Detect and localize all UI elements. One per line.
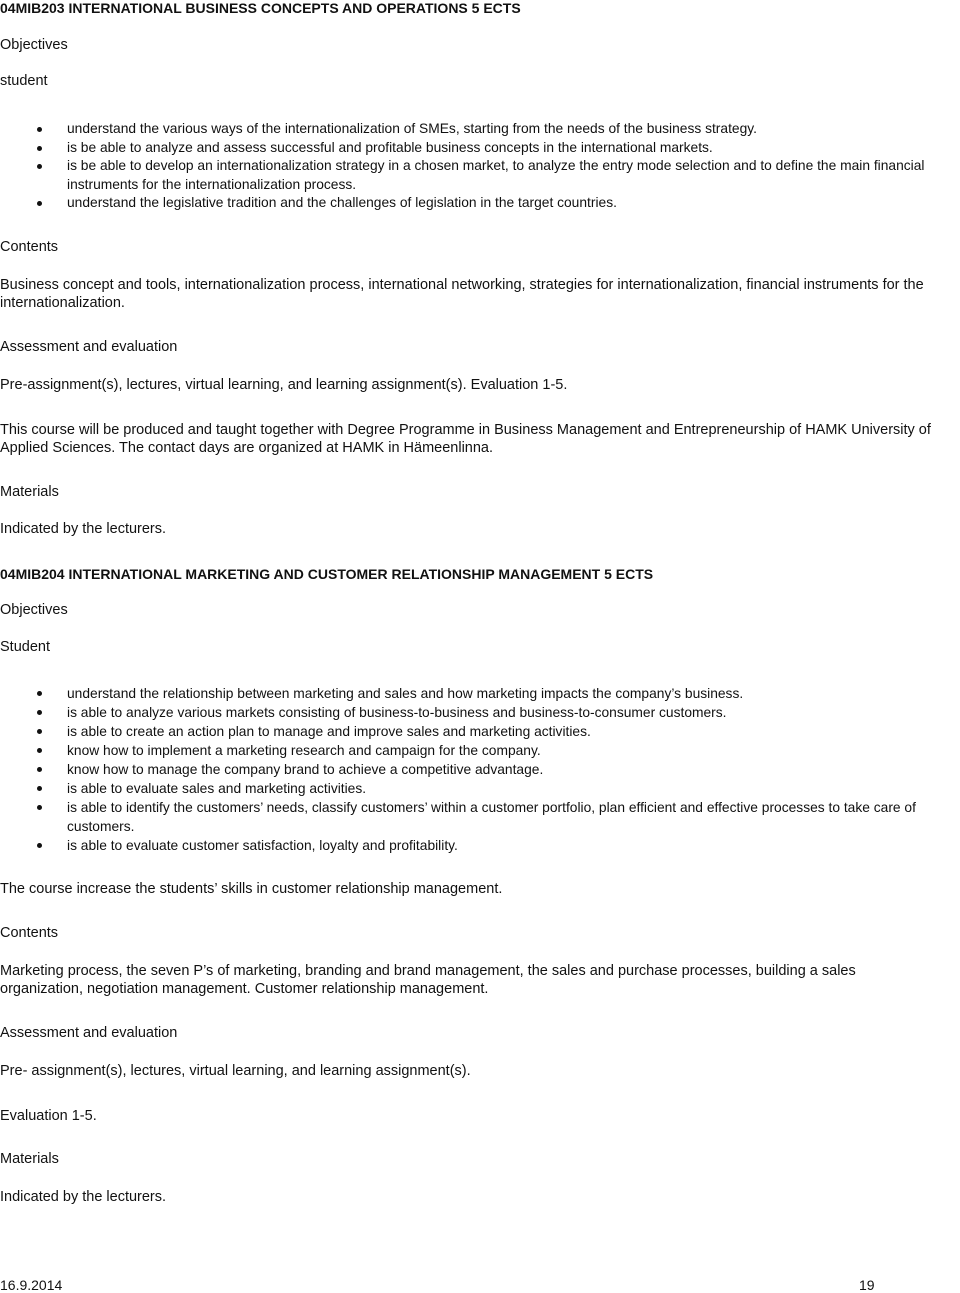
bullet-icon: [37, 164, 42, 169]
list-item: is able to create an action plan to manage and improve sales and marketing activities.: [0, 722, 957, 741]
bullet-icon: [37, 691, 42, 696]
bullet-icon: [37, 146, 42, 151]
bullet-icon: [37, 748, 42, 753]
course2-summary-text: The course increase the students’ skills in customer relationship management.: [0, 881, 503, 897]
footer-date: 16.9.2014: [0, 1277, 63, 1293]
course1-objectives-heading: Objectives: [0, 37, 68, 53]
course1-materials-text: Indicated by the lecturers.: [0, 521, 167, 537]
course2-objectives-list: [0, 684, 957, 855]
list-item: is able to evaluate customer satisfaction, loyalty and profitability.: [0, 836, 957, 855]
course1-contents-text: Business concept and tools, internationalization process, international networking, strategies for internationalization, financial instruments for the internationalization.: [0, 277, 924, 311]
course1-subject: student: [0, 73, 48, 89]
list-item: is able to analyze various markets consisting of business-to-business and business-to-consumer customers.: [0, 703, 957, 722]
list-item: is be able to develop an internationalization strategy in a chosen market, to analyze the entry mode selection and to define the main financial instruments for the internationalization process.: [0, 157, 957, 194]
course2-materials-heading: Materials: [0, 1151, 59, 1167]
list-item: understand the various ways of the internationalization of SMEs, starting from the needs of the business strategy.: [0, 120, 957, 139]
list-item: understand the legislative tradition and the challenges of legislation in the target countries.: [0, 194, 957, 213]
course2-materials-text: Indicated by the lecturers.: [0, 1189, 167, 1205]
course2-subject: Student: [0, 639, 50, 655]
list-item: know how to implement a marketing research and campaign for the company.: [0, 741, 957, 760]
list-item: know how to manage the company brand to achieve a competitive advantage.: [0, 760, 957, 779]
list-item: is be able to analyze and assess successful and profitable business concepts in the international markets.: [0, 139, 957, 158]
bullet-icon: [37, 710, 42, 715]
bullet-icon: [37, 767, 42, 772]
bullet-icon: [37, 805, 42, 810]
course2-contents-text: Marketing process, the seven P’s of marketing, branding and brand management, the sales and purchase processes, building a sales organization, negotiation management. Customer relationship management.: [0, 963, 856, 997]
course2-assessment-heading: Assessment and evaluation: [0, 1025, 178, 1041]
course1-assessment-text: Pre-assignment(s), lectures, virtual learning, and learning assignment(s). Evaluation 1-5.: [0, 377, 568, 393]
course2-contents-heading: Contents: [0, 925, 59, 941]
list-item: understand the relationship between marketing and sales and how marketing impacts the company’s business.: [0, 684, 957, 703]
page-number: 19: [859, 1277, 875, 1293]
course1-note-text: This course will be produced and taught together with Degree Programme in Business Management and Entrepreneurship of HAMK University of Applied Sciences. The contact days are organized at HAMK in Hämeenlinna.: [0, 422, 931, 456]
bullet-icon: [37, 201, 42, 206]
course2-evaluation-text: Evaluation 1-5.: [0, 1108, 97, 1124]
course1-objectives-list: [0, 120, 957, 213]
course2-title: 04MIB204 INTERNATIONAL MARKETING AND CUSTOMER RELATIONSHIP MANAGEMENT 5 ECTS: [0, 566, 654, 582]
course1-title: 04MIB203 INTERNATIONAL BUSINESS CONCEPTS AND OPERATIONS 5 ECTS: [0, 0, 521, 16]
list-item: is able to evaluate sales and marketing activities.: [0, 779, 957, 798]
list-item: is able to identify the customers’ needs, classify customers’ within a customer portfolio, plan efficient and effective processes to take care of customers.: [0, 798, 957, 836]
course1-materials-heading: Materials: [0, 484, 59, 500]
bullet-icon: [37, 729, 42, 734]
course2-objectives-heading: Objectives: [0, 602, 68, 618]
course2-assessment-text: Pre- assignment(s), lectures, virtual learning, and learning assignment(s).: [0, 1063, 471, 1079]
bullet-icon: [37, 843, 42, 848]
course1-contents-heading: Contents: [0, 239, 59, 255]
course1-assessment-heading: Assessment and evaluation: [0, 339, 178, 355]
bullet-icon: [37, 127, 42, 132]
bullet-icon: [37, 786, 42, 791]
